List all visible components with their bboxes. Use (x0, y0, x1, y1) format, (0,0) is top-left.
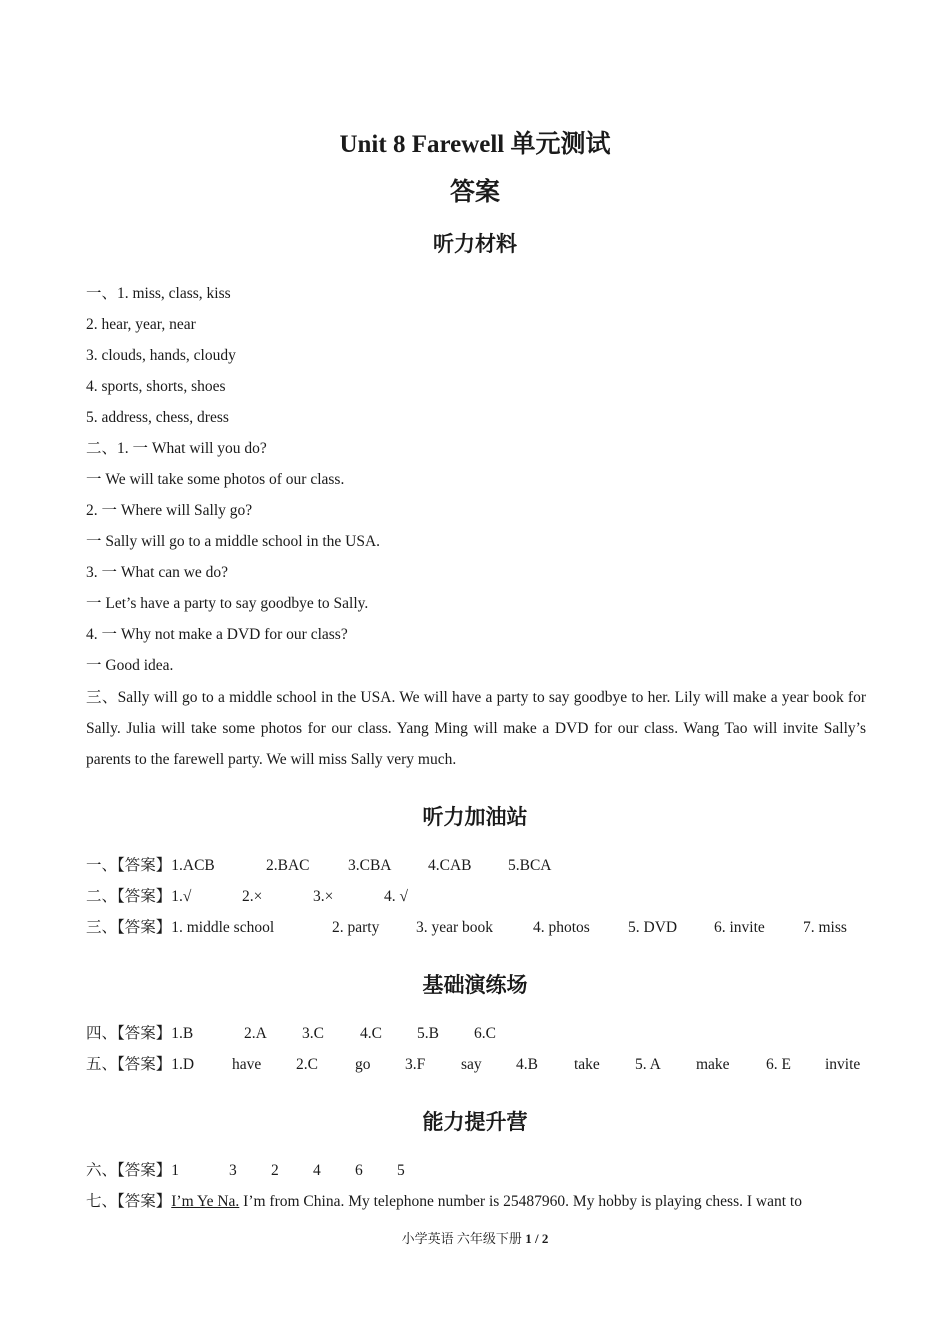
answer-cell: 3.× (313, 888, 334, 905)
answer-cell: 4. √ (384, 888, 409, 905)
footer-text: 小学英语 六年级下册 (401, 1231, 526, 1246)
page-separator: / (531, 1231, 542, 1246)
listening-line: 4. 一 Why not make a DVD for our class? (86, 626, 348, 643)
answer-cell: 2.A (244, 1025, 267, 1042)
answer-cell: 4.B (516, 1056, 538, 1073)
answer-cell: 二、【答案】1.√ (86, 888, 192, 905)
listening-line: 一、1. miss, class, kiss (86, 285, 231, 302)
answer-cell: 5. DVD (628, 919, 678, 936)
answer-cell: 一、【答案】1.ACB (86, 857, 215, 874)
listening-line: 2. 一 Where will Sally go? (86, 502, 253, 519)
answer-cell: 5 (397, 1162, 405, 1179)
answer-cell: 6.C (474, 1025, 496, 1042)
section-heading-listening-station: 听力加油站 (422, 805, 528, 829)
answer-cell: 6. invite (714, 919, 765, 936)
answer-cell: invite (825, 1056, 861, 1073)
answer-cell: 3.C (302, 1025, 324, 1042)
document-title: Unit 8 Farewell 单元测试 (339, 131, 611, 158)
section-heading-listening-material: 听力材料 (433, 232, 517, 256)
section-heading-basic-practice: 基础演练场 (422, 973, 528, 997)
answer-cell: 五、【答案】1.D (86, 1056, 195, 1073)
answer-cell: 2. party (332, 919, 380, 936)
answer-cell: 3.F (405, 1056, 426, 1073)
answer-cell: 3. year book (416, 919, 494, 936)
listening-line: 二、1. 一 What will you do? (86, 440, 267, 457)
answer-cell: 4.CAB (428, 857, 472, 874)
answer-prefix: 七、【答案】 (86, 1193, 172, 1210)
listening-line: 3. 一 What can we do? (86, 564, 229, 581)
listening-line: 4. sports, shorts, shoes (86, 378, 226, 395)
answer-cell: 4 (313, 1162, 321, 1179)
answer-cell: 6 (355, 1162, 363, 1179)
answer-cell: 四、【答案】1.B (86, 1025, 194, 1042)
page-number: 1 (525, 1231, 532, 1246)
listening-line: 一 Let’s have a party to say goodbye to Sally. (86, 595, 369, 612)
answer-cell: 4. photos (533, 919, 590, 936)
answer-cell: 4.C (360, 1025, 382, 1042)
answer-cell: 三、【答案】1. middle school (86, 919, 275, 936)
answer-cell: 7. miss (803, 919, 847, 936)
answer-cell: 5. A (635, 1056, 661, 1073)
page-footer (0, 1228, 950, 1247)
answer-cell: 2.BAC (266, 857, 310, 874)
answer-cell: 六、【答案】1 (86, 1162, 180, 1179)
listening-line: 2. hear, year, near (86, 316, 196, 333)
listening-paragraph: 三、Sally will go to a middle school in the USA. We will have a party to say goodbye to her. Lily will make a year book for Sally. Julia will take some photos for our class. Yang Ming will make a DVD for our class. Wang Tao will invite Sally’s parents to the farewell party. We will miss Sally very much. (86, 689, 866, 768)
answer-cell: say (461, 1056, 482, 1073)
document-subtitle: 答案 (449, 179, 500, 206)
page-total: 2 (541, 1231, 549, 1246)
answer-cell: 2.C (296, 1056, 318, 1073)
listening-line: 3. clouds, hands, cloudy (86, 347, 236, 364)
section-heading-ability-camp: 能力提升营 (422, 1110, 528, 1134)
answer-cell: 2 (271, 1162, 279, 1179)
answer-cell: 6. E (766, 1056, 791, 1073)
listening-line: 一 We will take some photos of our class. (86, 471, 345, 488)
answer-text: I’m from China. My telephone number is 25487960. My hobby is playing chess. I want to (239, 1193, 802, 1210)
listening-line: 5. address, chess, dress (86, 409, 229, 426)
answer-cell: 3 (229, 1162, 237, 1179)
answer-cell: 2.× (242, 888, 263, 905)
answer-cell: take (574, 1056, 600, 1073)
listening-line: 一 Sally will go to a middle school in the USA. (86, 533, 381, 550)
answer-cell: 3.CBA (348, 857, 392, 874)
answer-cell: go (355, 1056, 371, 1073)
answer-cell: make (696, 1056, 730, 1073)
underlined-answer: I’m Ye Na. (171, 1193, 240, 1210)
listening-line: 一 Good idea. (86, 657, 174, 674)
answer-row-q7 (86, 1192, 802, 1212)
answer-cell: have (232, 1056, 262, 1073)
answer-cell: 5.BCA (508, 857, 552, 874)
answer-cell: 5.B (417, 1025, 439, 1042)
